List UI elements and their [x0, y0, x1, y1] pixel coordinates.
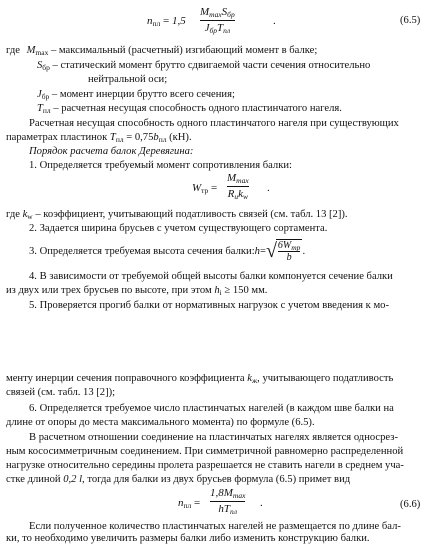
equation-6-6: $n_{пл}$ = $1,8M_{max}$ $hT_{пл}$ . — [178, 487, 263, 516]
equation-6-5: $n_{пл} = 1,5$ $M_{max}S_{бр}$ $J_{бр}T_{пл}$ . — [147, 6, 276, 35]
eq65-lhs: n — [147, 15, 153, 27]
step-1: 1. Определяется требуемый момент сопротивления балки: — [29, 160, 292, 171]
para2-line3: нагрузке относительно середины пролета разрешается не ставить нагели в среднем уча- — [6, 460, 404, 471]
para1-line1: Расчетная несущая способность одного пластинчатого нагеля при существующих — [29, 118, 399, 129]
para2-line4: стке длиной 0,2 l, тогда для балки из двух брусьев формула (6.5) примет вид — [6, 474, 351, 485]
equation-number-6-6: (6.6) — [400, 499, 421, 510]
step-5: 5. Проверяется прогиб балки от нормативных нагрузок с учетом введения к мо- — [29, 300, 389, 311]
cont-line1: менту инерции сечения поправочного коэффициента $k_ж$, учитывающего податливость — [6, 373, 394, 385]
equation-number-6-5: (6.5) — [400, 15, 421, 26]
def-m: где $M_{max}$ – максимальный (расчетный) изгибающий момент в балке; — [6, 45, 318, 57]
para3-line1: Если полученное количество пластинчатых нагелей не размещается по длине бал- — [29, 521, 401, 532]
step-2: 2. Задается ширина брусьев с учетом существующего сортамента. — [29, 223, 328, 234]
step-4-line1: 4. В зависимости от требуемой общей высоты балки компонуется сечение балки — [29, 271, 393, 282]
def-j: $J_{бр}$ – момент инерции брутто всего сечения; — [37, 89, 235, 101]
para3-line2: ки, то необходимо увеличить размеры балки либо изменить конструкцию балки. — [6, 533, 370, 544]
def-s-cont: нейтральной оси; — [88, 74, 168, 85]
step-6-line2: длине от опоры до места максимального момента) по формуле (6.5). — [6, 417, 315, 428]
para2-line1: В расчетном отношении соединение на пластинчатых нагелях является односрез- — [29, 432, 398, 443]
eq66-fraction: $1,8M_{max}$ $hT_{пл}$ — [210, 487, 246, 516]
eq-w-fraction: $M_{max}$ $R_иk_w$ — [227, 172, 249, 201]
sqrt-expression: √ $6W_{тр}$ b — [265, 239, 301, 263]
para2-line2: ным кососимметричным соединением. При симметричной равномерно распределенной — [6, 446, 404, 457]
eq65-coef: 1,5 — [171, 15, 186, 27]
def-t: $T_{пл}$ – расчетная несущая способность одного пластинчатого нагеля. — [37, 103, 342, 115]
kw-definition: где $k_w$ – коэффициент, учитывающий податливость связей (см. табл. 13 [2]). — [6, 209, 348, 221]
step-4-line2: из двух или трех брусьев по высоте, при этом $h_i \ge 150$ мм. — [6, 285, 268, 297]
cont-line2: связей (см. табл. 13 [2]); — [6, 387, 116, 398]
step-3: 3. Определяется требуемая высота сечения балки: h = √ $6W_{тр}$ b . — [29, 239, 306, 263]
step-6-line1: 6. Определяется требуемое число пластинчатых нагелей (в каждом шве балки на — [29, 403, 394, 414]
equation-w: $W_{тр}$ = $M_{max}$ $R_иk_w$ . — [192, 172, 270, 201]
para1-line2: параметрах пластинок $T_{пл} = 0,75b_{пл}$ (кН). — [6, 132, 192, 144]
order-title: Порядок расчета балок Деревягина: — [29, 146, 194, 157]
def-s: $S_{бр}$ – статический момент брутто сдвигаемой части сечения относительно — [37, 60, 371, 72]
eq65-fraction: $M_{max}S_{бр}$ $J_{бр}T_{пл}$ — [200, 6, 235, 35]
